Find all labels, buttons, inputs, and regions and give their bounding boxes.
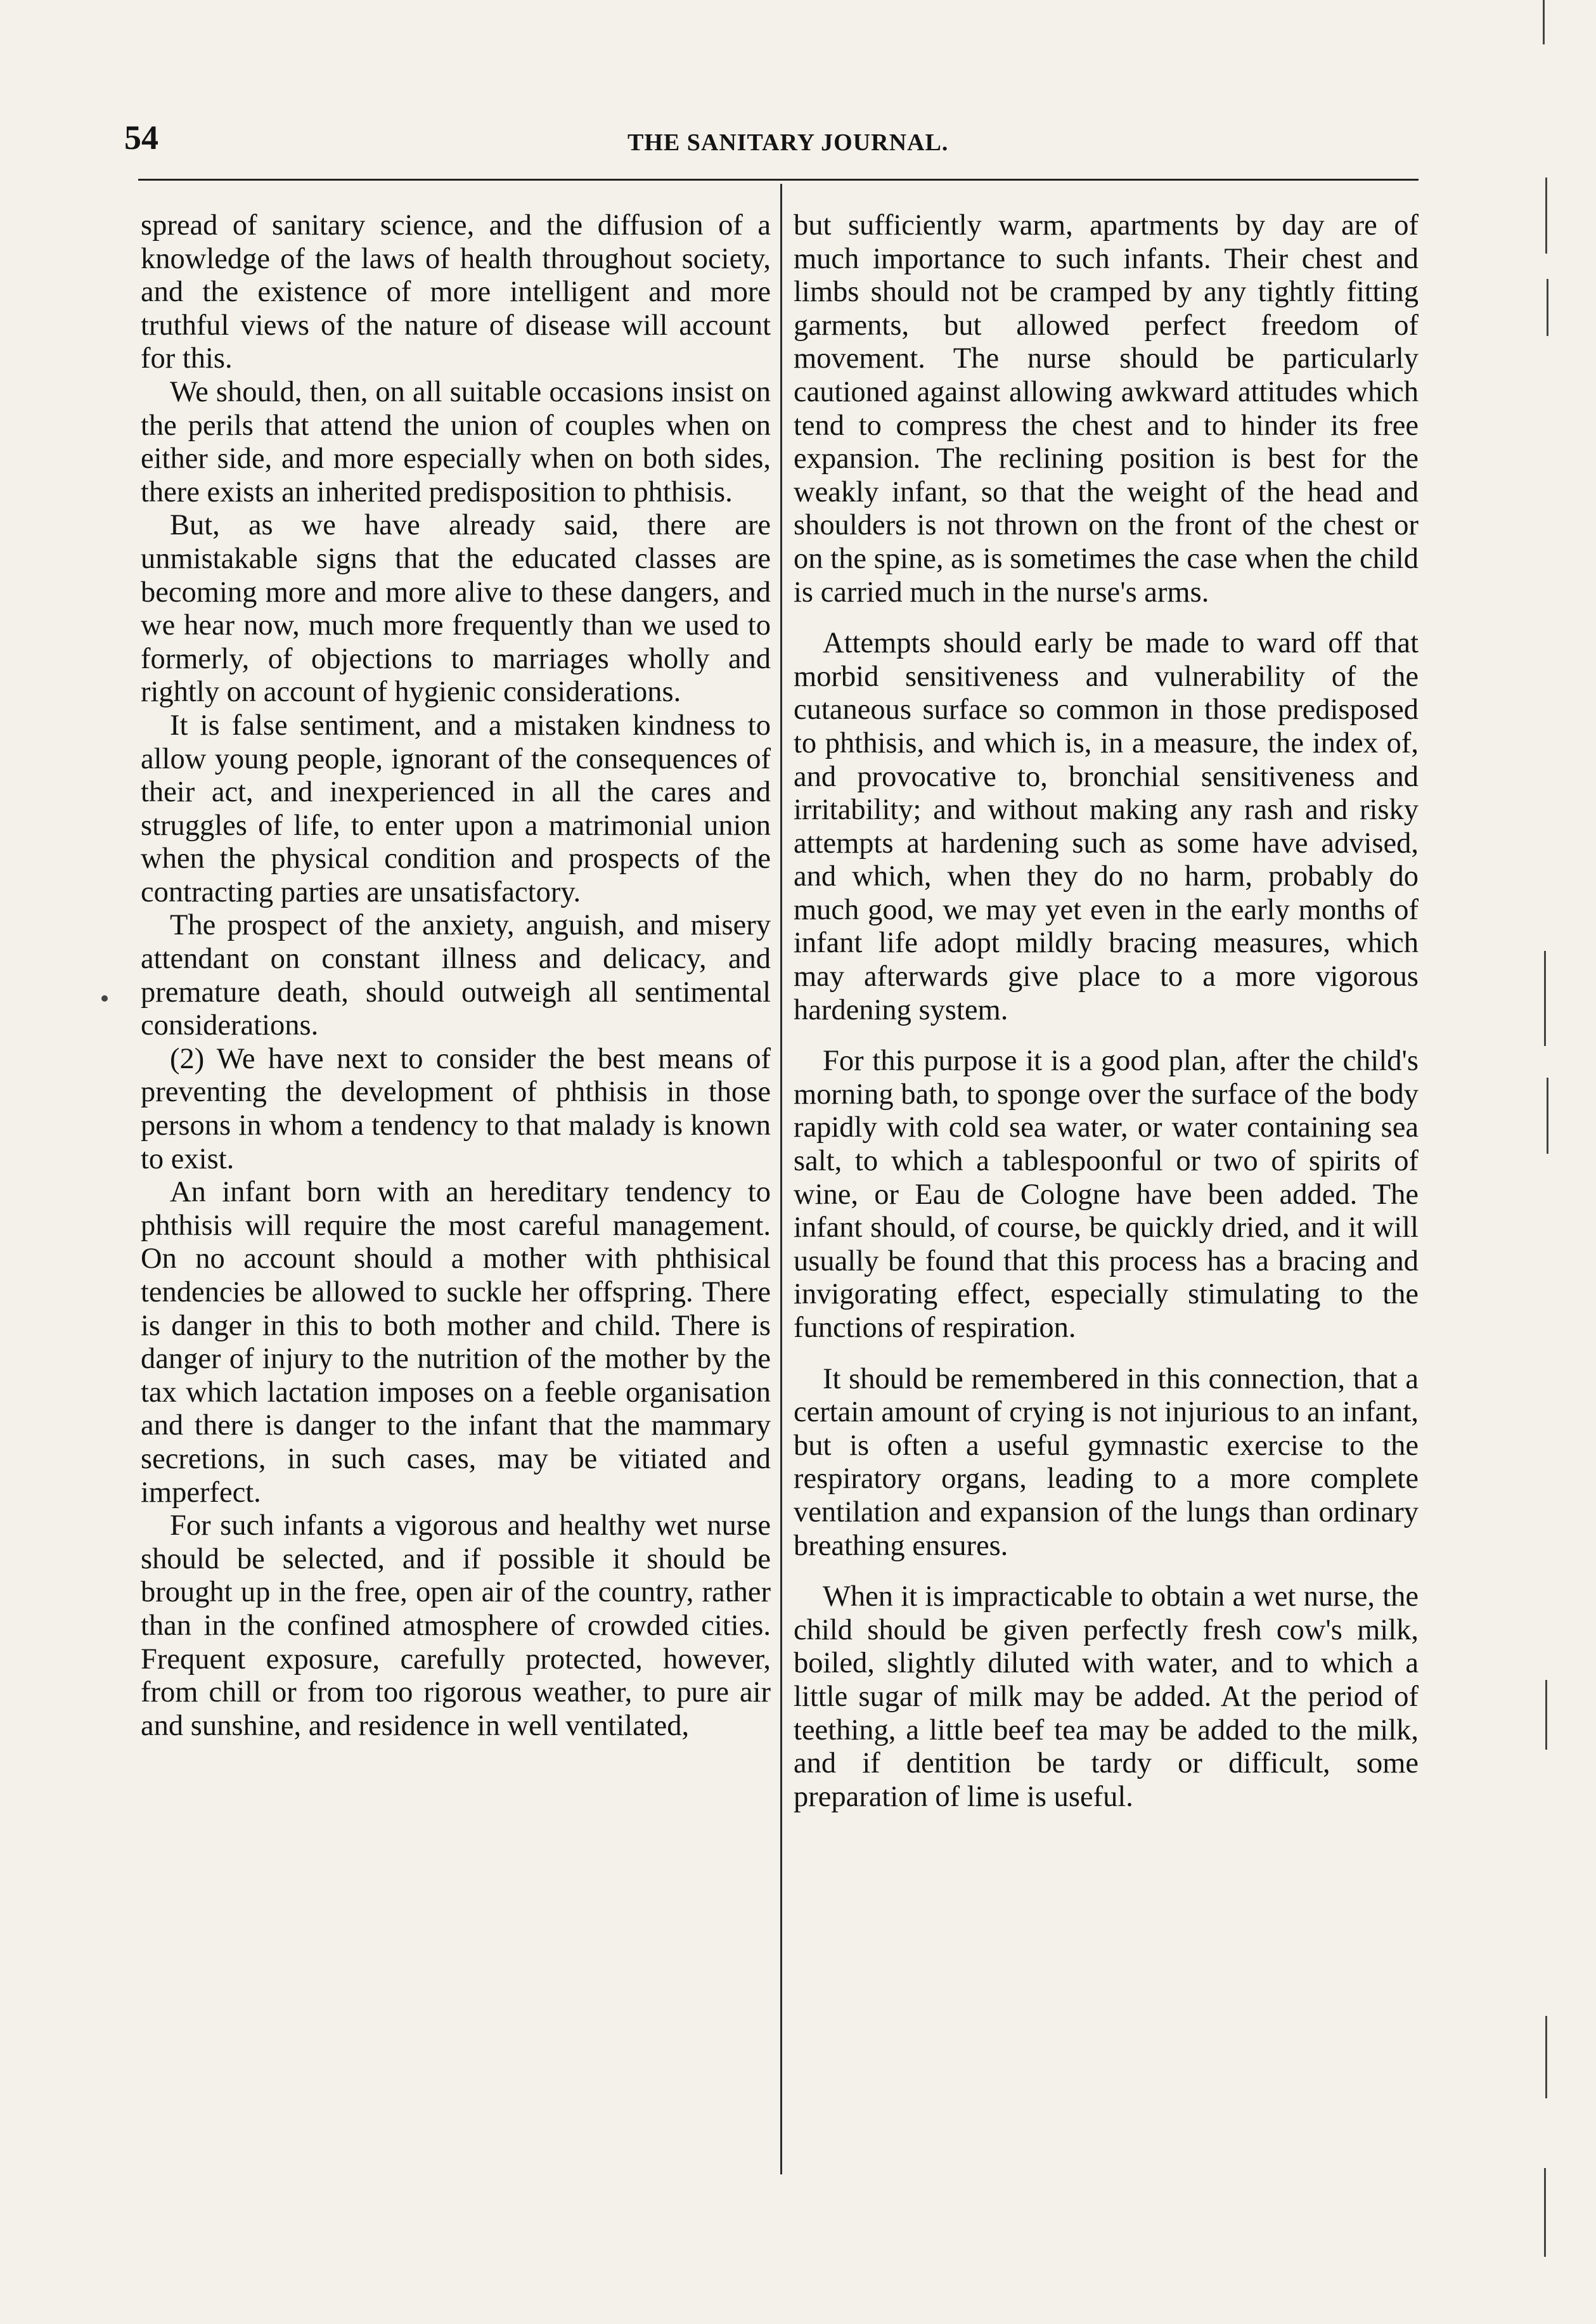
paragraph: But, as we have already said, there are unmistakable signs that the educated classes are becoming more and more alive to these dangers, and we hear now, much more frequently than we used to formerly, of objections to marriages wholly and rightly on account of hygienic considerations. bbox=[141, 509, 771, 709]
paragraph: It should be remembered in this connection, that a certain amount of crying is not injurious to an infant, but is often a useful gymnastic exercise to the respiratory organs, leading to a more complete ventilation and expansion of the lungs than ordinary breathing ensures. bbox=[794, 1362, 1419, 1562]
paragraph: An infant born with an hereditary tendency to phthisis will require the most careful management. On no account should a mother with phthisical tendencies be allowed to suckle her offspring. There is danger in this to both mother and child. There is danger of injury to the nutrition of the mother by the tax which lactation imposes on a feeble organisation and there is danger to the infant that the mammary secretions, in such cases, may be vitiated and imperfect. bbox=[141, 1176, 771, 1509]
paragraph: When it is impracticable to obtain a wet nurse, the child should be given perfectly fresh cow's milk, boiled, slightly diluted with water, and to which a little sugar of milk may be added. At the period of teething, a little beef tea may be added to the milk, and if dentition be tardy or difficult, some preparation of lime is useful. bbox=[794, 1580, 1419, 1813]
scan-edge-mark bbox=[1545, 2016, 1547, 2098]
paragraph: Attempts should early be made to ward off that morbid sensitiveness and vulnerability of the cutaneous surface so common in those predisposed to phthisis, and which is, in a measure, the index of, and provocative to, bronchial sensitiveness and irritability; and without making any rash and risky attempts at hardening such as some have advised, and which, when they do no harm, probably do much good, we may yet even in the early months of infant life adopt mildly bracing measures, which may afterwards give place to a more vigorous hardening system. bbox=[794, 627, 1419, 1026]
paragraph: It is false sentiment, and a mistaken kindness to allow young people, ignorant of the consequences of their act, and inexperienced in all the cares and struggles of life, to enter upon a matrimonial union when the physical condition and prospects of the contracting parties are unsatisfactory. bbox=[141, 709, 771, 908]
scan-edge-mark bbox=[1544, 951, 1546, 1046]
stray-dot bbox=[101, 995, 108, 1002]
scan-edge-mark bbox=[1545, 178, 1547, 254]
scan-edge-mark bbox=[1547, 1078, 1548, 1154]
header-rule bbox=[138, 179, 1419, 181]
paragraph: spread of sanitary science, and the diffusion of a knowledge of the laws of health throughout society, and the existence of more intelligent and more truthful views of the nature of disease will account for this. bbox=[141, 209, 771, 375]
scan-edge-mark bbox=[1545, 1680, 1547, 1750]
paragraph: (2) We have next to consider the best means of preventing the development of phthisis in those persons in whom a tendency to that malady is known to exist. bbox=[141, 1042, 771, 1175]
paragraph: For this purpose it is a good plan, after the child's morning bath, to sponge over the surface of the body rapidly with cold sea water, or water containing sea salt, to which a tablespoonful or two of spirits of wine, or Eau de Cologne have been added. The infant should, of course, be quickly dried, and it will usually be found that this process has a bracing and invigorating effect, especially stimulating to the functions of respiration. bbox=[794, 1045, 1419, 1344]
page-number: 54 bbox=[124, 119, 158, 157]
column-divider bbox=[780, 184, 782, 2174]
paragraph: For such infants a vigorous and healthy wet nurse should be selected, and if possible it should be brought up in the free, open air of the country, rather than in the confined atmosphere of crowded cities. Frequent exposure, carefully protected, however, from chill or from too rigorous weather, to pure air and sunshine, and residence in well ventilated, bbox=[141, 1509, 771, 1742]
scan-edge-mark bbox=[1543, 0, 1545, 44]
scan-edge-mark bbox=[1544, 2168, 1546, 2257]
running-head: THE SANITARY JOURNAL. bbox=[627, 129, 949, 156]
paragraph: but sufficiently warm, apartments by day are of much importance to such infants. Their chest and limbs should not be cramped by any tightly fitting garments, but allowed perfect freedom of movement. The nurse should be particularly cautioned against allowing awkward attitudes which tend to compress the chest and to hinder its free expansion. The reclining position is best for the weakly infant, so that the weight of the head and shoulders is not thrown on the front of the chest or on the spine, as is sometimes the case when the child is carried much in the nurse's arms. bbox=[794, 209, 1419, 609]
paragraph: The prospect of the anxiety, anguish, and misery attendant on constant illness and delicacy, and premature death, should outweigh all sentimental considerations. bbox=[141, 909, 771, 1042]
paragraph: We should, then, on all suitable occasions insist on the perils that attend the union of couples when on either side, and more especially when on both sides, there exists an inherited predisposition to phthisis. bbox=[141, 375, 771, 508]
left-column bbox=[141, 209, 771, 1743]
right-column bbox=[794, 209, 1419, 1814]
scan-edge-mark bbox=[1547, 279, 1548, 336]
